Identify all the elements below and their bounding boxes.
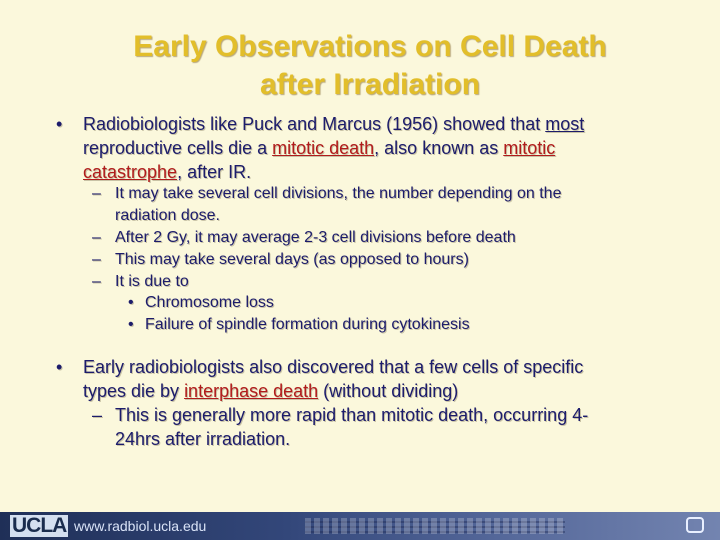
bullet-2-sub-line-1: This is generally more rapid than mitotic death, occurring 4- bbox=[115, 405, 589, 425]
bullet-1-line-2-middle: , also known as bbox=[374, 138, 504, 158]
sub-bullet-marker-2: • bbox=[128, 316, 134, 333]
bullet-2-sub-line-2: 24hrs after irradiation. bbox=[115, 429, 291, 449]
bullet-2-line-2 bbox=[83, 381, 458, 402]
bullet-marker-2: • bbox=[56, 357, 63, 377]
dash-marker-3: – bbox=[92, 251, 101, 268]
sub-item-3: This may take several days (as opposed to hours) bbox=[115, 251, 469, 268]
mitotic-death-link[interactable]: mitotic death bbox=[272, 138, 375, 158]
title-line-1: Early Observations on Cell Death bbox=[133, 30, 607, 63]
bullet-1-line-2-text: reproductive cells die a bbox=[83, 138, 273, 158]
dash-marker-4: – bbox=[92, 273, 101, 290]
rounded-square-icon bbox=[686, 517, 704, 533]
bullet-2-line-2-text: types die by bbox=[83, 381, 185, 401]
sub-item-2: After 2 Gy, it may average 2-3 cell divisions before death bbox=[115, 229, 516, 246]
sub-sub-item-2: Failure of spindle formation during cytokinesis bbox=[145, 316, 470, 333]
bullet-1-line-3-suffix: , after IR. bbox=[177, 162, 252, 182]
bullet-1-line-3 bbox=[83, 162, 251, 183]
sub-item-4: It is due to bbox=[115, 273, 189, 290]
footer-bar bbox=[0, 512, 720, 540]
sub-sub-item-1: Chromosome loss bbox=[145, 294, 274, 311]
title-line-2: after Irradiation bbox=[259, 68, 481, 101]
decorative-pattern bbox=[305, 518, 565, 534]
sub-item-1: It may take several cell divisions, the number depending on the bbox=[115, 185, 562, 202]
most-link[interactable]: most bbox=[545, 114, 585, 134]
bullet-1-line-2 bbox=[83, 138, 555, 159]
bullet-1-line-1 bbox=[83, 114, 584, 135]
dash-marker-2: – bbox=[92, 229, 101, 246]
catastrophe-link[interactable]: catastrophe bbox=[83, 162, 178, 182]
bullet-2-line-2-suffix: (without dividing) bbox=[318, 381, 459, 401]
dash-marker-5: – bbox=[92, 405, 103, 425]
slide-title bbox=[70, 28, 670, 104]
ucla-logo: UCLA bbox=[12, 514, 67, 537]
bullet-marker-1: • bbox=[56, 114, 63, 134]
bullet-1-line-1-text: Radiobiologists like Puck and Marcus (1956) showed that bbox=[83, 114, 546, 134]
footer-url[interactable]: www.radbiol.ucla.edu bbox=[74, 518, 207, 534]
interphase-death-link[interactable]: interphase death bbox=[184, 381, 319, 401]
sub-item-1-cont: radiation dose. bbox=[115, 207, 220, 224]
sub-bullet-marker-1: • bbox=[128, 294, 134, 311]
bullet-2-line-1: Early radiobiologists also discovered that a few cells of specific bbox=[83, 357, 584, 377]
mitotic-link[interactable]: mitotic bbox=[503, 138, 556, 158]
dash-marker-1: – bbox=[92, 185, 101, 202]
